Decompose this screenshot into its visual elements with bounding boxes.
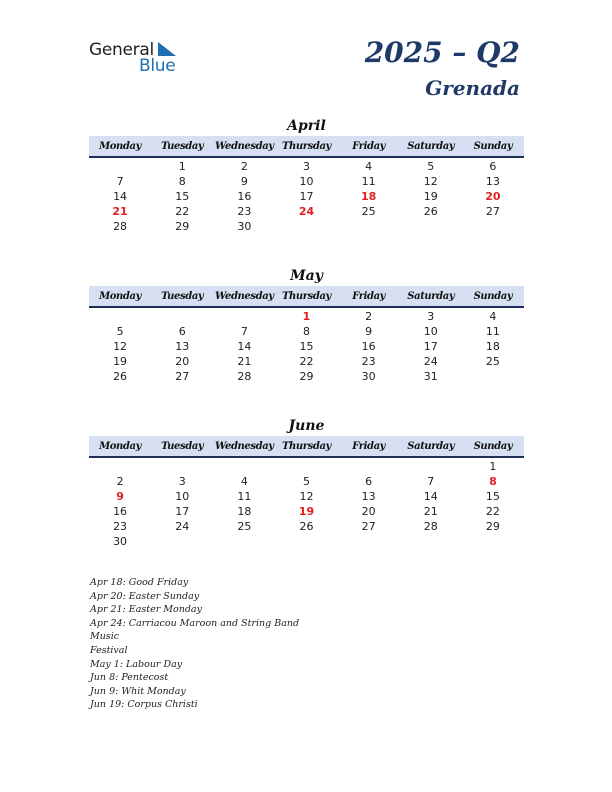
date-cell: 12 [423, 175, 438, 188]
date-cell: 23 [113, 520, 128, 533]
week-row [89, 534, 524, 549]
date-cell [89, 159, 151, 174]
holiday-entry: Jun 9: Whit Monday [90, 685, 186, 697]
weekday-label: Tuesday [161, 441, 204, 452]
month-calendar-april [89, 116, 524, 234]
date-cell [213, 309, 275, 324]
date-cell: 8 [302, 325, 310, 338]
date-cell: 11 [485, 325, 500, 338]
week-row [89, 474, 524, 489]
logo-word-blue: Blue [139, 56, 176, 76]
date-cell: 29 [485, 520, 500, 533]
date-cell: 28 [113, 220, 128, 233]
date-cell: 4 [240, 475, 248, 488]
date-cell: 4 [489, 310, 497, 323]
holiday-date-cell: 20 [485, 190, 501, 203]
date-cell: 13 [485, 175, 500, 188]
date-cell: 14 [113, 190, 128, 203]
date-cell: 28 [423, 520, 438, 533]
weekday-label: Tuesday [161, 141, 204, 152]
week-row [89, 189, 524, 204]
date-cell: 9 [240, 175, 248, 188]
date-cell: 6 [178, 325, 186, 338]
weekday-label: Thursday [282, 441, 331, 452]
holiday-entry: Apr 24: Carriacou Maroon and String Band Music [90, 617, 300, 643]
date-cell: 25 [361, 205, 376, 218]
week-row [89, 309, 524, 324]
weekday-label: Monday [99, 141, 142, 152]
date-cell [462, 369, 524, 384]
date-cell [213, 534, 275, 549]
holiday-list [90, 576, 330, 712]
date-cell [151, 534, 213, 549]
date-cell: 21 [423, 505, 438, 518]
date-cell [462, 534, 524, 549]
month-title: June [288, 418, 325, 434]
week-row [89, 459, 524, 474]
date-cell: 30 [113, 535, 128, 548]
date-cell: 20 [175, 355, 190, 368]
date-cell: 16 [113, 505, 128, 518]
holiday-date-cell: 19 [298, 505, 315, 518]
week-row [89, 504, 524, 519]
date-cell: 3 [302, 160, 310, 173]
weekday-label: Sunday [473, 291, 513, 302]
date-cell: 13 [361, 490, 376, 503]
date-cell: 10 [423, 325, 438, 338]
date-cell [400, 459, 462, 474]
weekday-label: Tuesday [161, 291, 204, 302]
holiday-date-cell: 21 [112, 205, 128, 218]
date-cell: 27 [485, 205, 500, 218]
date-cell: 28 [237, 370, 252, 383]
holiday-date-cell: 18 [360, 190, 377, 203]
weekday-label: Thursday [282, 291, 331, 302]
week-row [89, 219, 524, 234]
date-cell: 12 [113, 340, 128, 353]
date-cell: 6 [365, 475, 373, 488]
date-cell [400, 534, 462, 549]
date-cell: 30 [237, 220, 252, 233]
week-row [89, 174, 524, 189]
date-cell: 17 [299, 190, 314, 203]
date-cell: 20 [361, 505, 376, 518]
date-cell: 10 [299, 175, 314, 188]
week-row [89, 519, 524, 534]
month-calendar-may [89, 266, 524, 384]
holiday-entry: Apr 18: Good Friday [90, 577, 189, 588]
date-cell: 9 [365, 325, 373, 338]
date-cell [275, 534, 337, 549]
holiday-date-cell: 9 [116, 490, 124, 503]
date-cell: 7 [116, 175, 124, 188]
week-row [89, 159, 524, 174]
date-cell [462, 219, 524, 234]
weekday-label: Thursday [282, 141, 331, 152]
weekday-label: Friday [352, 291, 386, 302]
date-cell: 14 [423, 490, 438, 503]
date-cell [89, 309, 151, 324]
date-cell: 1 [489, 460, 497, 473]
date-cell: 8 [178, 175, 186, 188]
date-cell [338, 219, 400, 234]
date-cell: 2 [240, 160, 248, 173]
week-row [89, 369, 524, 384]
weekday-label: Wednesday [214, 441, 274, 452]
month-title: May [290, 268, 323, 284]
country-name: Grenada [425, 76, 520, 100]
date-cell [338, 459, 400, 474]
date-cell: 11 [237, 490, 252, 503]
date-cell [213, 459, 275, 474]
date-cell [275, 459, 337, 474]
date-cell: 16 [361, 340, 376, 353]
weekday-label: Friday [352, 141, 386, 152]
date-cell: 30 [361, 370, 376, 383]
date-cell: 22 [175, 205, 190, 218]
date-cell: 16 [237, 190, 252, 203]
holiday-entry: Festival [90, 644, 128, 656]
holiday-entry: Apr 20: Easter Sunday [90, 590, 200, 602]
date-cell: 18 [237, 505, 252, 518]
date-cell: 18 [485, 340, 500, 353]
week-row [89, 339, 524, 354]
date-cell: 26 [113, 370, 128, 383]
month-weeks [89, 458, 524, 549]
weekday-label: Saturday [407, 141, 455, 152]
week-row [89, 354, 524, 369]
date-cell: 15 [175, 190, 190, 203]
date-cell: 4 [365, 160, 373, 173]
month-calendar-june [89, 416, 524, 549]
date-cell: 7 [240, 325, 248, 338]
holiday-entry: Apr 21: Easter Monday [90, 604, 202, 616]
date-cell [400, 219, 462, 234]
date-cell: 29 [299, 370, 314, 383]
weekday-label: Friday [352, 441, 386, 452]
date-cell: 17 [423, 340, 438, 353]
holiday-entry: Jun 8: Pentecost [90, 672, 169, 684]
logo-word-general: General [89, 40, 154, 60]
date-cell: 1 [178, 160, 186, 173]
date-cell: 5 [302, 475, 310, 488]
weekday-label: Monday [99, 441, 142, 452]
generalblue-logo [89, 40, 189, 76]
date-cell: 12 [299, 490, 314, 503]
date-cell: 7 [427, 475, 435, 488]
holiday-date-cell: 24 [298, 205, 315, 218]
date-cell: 26 [299, 520, 314, 533]
date-cell: 3 [178, 475, 186, 488]
date-cell: 26 [423, 205, 438, 218]
holiday-date-cell: 1 [302, 310, 311, 323]
date-cell: 19 [423, 190, 438, 203]
date-cell: 2 [116, 475, 124, 488]
date-cell: 13 [175, 340, 190, 353]
date-cell [338, 534, 400, 549]
date-cell: 24 [423, 355, 438, 368]
page-title: 2025 – Q2 [364, 36, 520, 69]
month-weeks [89, 158, 524, 234]
holiday-entry: Jun 19: Corpus Christi [90, 699, 198, 711]
week-row [89, 324, 524, 339]
date-cell: 27 [361, 520, 376, 533]
date-cell: 19 [113, 355, 128, 368]
date-cell: 10 [175, 490, 190, 503]
date-cell [151, 459, 213, 474]
date-cell: 15 [485, 490, 500, 503]
date-cell: 25 [485, 355, 500, 368]
date-cell: 24 [175, 520, 190, 533]
date-cell: 15 [299, 340, 314, 353]
date-cell: 23 [237, 205, 252, 218]
date-cell: 6 [489, 160, 497, 173]
date-cell: 29 [175, 220, 190, 233]
date-cell: 22 [299, 355, 314, 368]
date-cell: 5 [116, 325, 124, 338]
month-weeks [89, 308, 524, 384]
holiday-date-cell: 8 [489, 475, 497, 488]
date-cell: 2 [365, 310, 373, 323]
date-cell: 11 [361, 175, 376, 188]
date-cell: 23 [361, 355, 376, 368]
date-cell: 27 [175, 370, 190, 383]
weekday-label: Sunday [473, 441, 513, 452]
weekday-header [89, 136, 524, 158]
date-cell [151, 309, 213, 324]
weekday-label: Wednesday [214, 291, 274, 302]
date-cell: 21 [237, 355, 252, 368]
holiday-entry: May 1: Labour Day [90, 658, 183, 670]
weekday-header [89, 286, 524, 308]
weekday-label: Monday [99, 291, 142, 302]
weekday-header [89, 436, 524, 458]
date-cell: 5 [427, 160, 435, 173]
date-cell: 17 [175, 505, 190, 518]
weekday-label: Sunday [473, 141, 513, 152]
weekday-label: Wednesday [214, 141, 274, 152]
week-row [89, 204, 524, 219]
date-cell: 3 [427, 310, 435, 323]
date-cell: 14 [237, 340, 252, 353]
date-cell [275, 219, 337, 234]
weekday-label: Saturday [407, 291, 455, 302]
weekday-label: Saturday [407, 441, 455, 452]
date-cell [89, 459, 151, 474]
date-cell: 22 [485, 505, 500, 518]
date-cell: 31 [423, 370, 438, 383]
week-row [89, 489, 524, 504]
month-title: April [287, 118, 326, 134]
date-cell: 25 [237, 520, 252, 533]
